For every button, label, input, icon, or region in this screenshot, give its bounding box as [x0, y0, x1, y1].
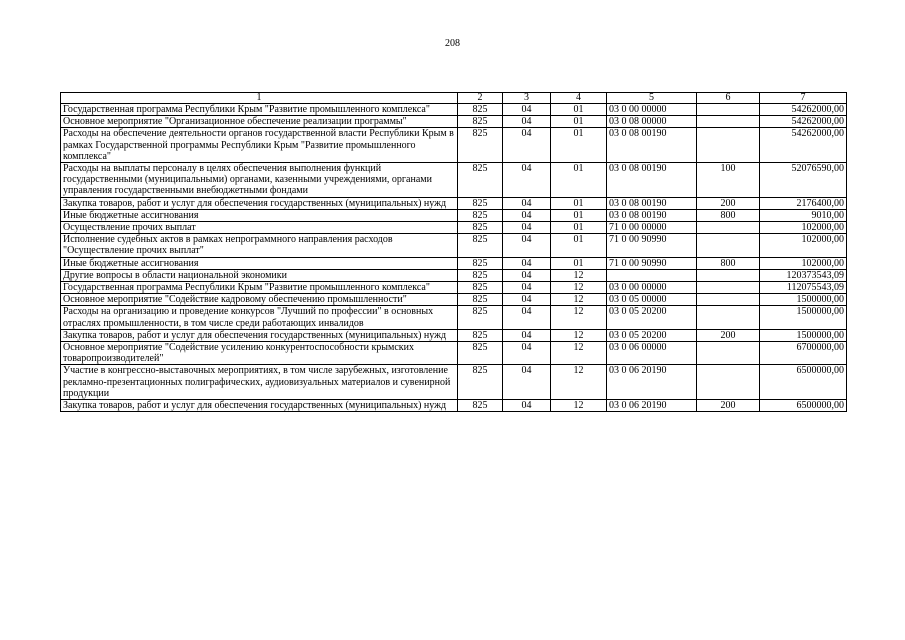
subsection-code-cell: 12	[551, 294, 607, 306]
target-article-cell: 71 0 00 00000	[607, 222, 697, 234]
target-article-cell	[607, 269, 697, 281]
department-code-cell: 825	[458, 116, 503, 128]
table-row	[61, 269, 847, 281]
expense-type-cell	[697, 365, 760, 400]
expense-type-cell	[697, 104, 760, 116]
target-article-cell: 03 0 08 00190	[607, 163, 697, 198]
expense-type-cell: 200	[697, 400, 760, 412]
expense-type-cell	[697, 128, 760, 163]
target-article-cell: 71 0 00 90990	[607, 257, 697, 269]
section-code-cell: 04	[503, 197, 551, 209]
item-name-cell: Закупка товаров, работ и услуг для обеспечения государственных (муниципальных) нужд	[61, 197, 458, 209]
table-row	[61, 234, 847, 257]
item-name-cell: Основное мероприятие "Содействие кадровому обеспечению промышленности"	[61, 294, 458, 306]
table-row	[61, 329, 847, 341]
target-article-cell: 03 0 00 00000	[607, 104, 697, 116]
table-row	[61, 128, 847, 163]
amount-cell: 102000,00	[760, 222, 847, 234]
item-name-cell: Основное мероприятие "Организационное обеспечение реализации программы"	[61, 116, 458, 128]
subsection-code-cell: 12	[551, 269, 607, 281]
budget-table	[60, 92, 847, 412]
amount-cell: 1500000,00	[760, 329, 847, 341]
subsection-code-cell: 01	[551, 197, 607, 209]
section-code-cell: 04	[503, 234, 551, 257]
target-article-cell: 03 0 08 00190	[607, 209, 697, 221]
department-code-cell: 825	[458, 104, 503, 116]
subsection-code-cell: 01	[551, 104, 607, 116]
column-header: 2	[458, 93, 503, 104]
table-row	[61, 104, 847, 116]
item-name-cell: Иные бюджетные ассигнования	[61, 209, 458, 221]
table-row	[61, 197, 847, 209]
target-article-cell: 03 0 00 00000	[607, 282, 697, 294]
subsection-code-cell: 12	[551, 342, 607, 365]
department-code-cell: 825	[458, 234, 503, 257]
section-code-cell: 04	[503, 104, 551, 116]
department-code-cell: 825	[458, 294, 503, 306]
department-code-cell: 825	[458, 329, 503, 341]
table-row	[61, 116, 847, 128]
section-code-cell: 04	[503, 222, 551, 234]
department-code-cell: 825	[458, 222, 503, 234]
target-article-cell: 03 0 08 00000	[607, 116, 697, 128]
table-row	[61, 306, 847, 329]
column-header: 4	[551, 93, 607, 104]
amount-cell: 6500000,00	[760, 400, 847, 412]
department-code-cell: 825	[458, 197, 503, 209]
item-name-cell: Иные бюджетные ассигнования	[61, 257, 458, 269]
section-code-cell: 04	[503, 329, 551, 341]
amount-cell: 102000,00	[760, 234, 847, 257]
subsection-code-cell: 12	[551, 400, 607, 412]
expense-type-cell	[697, 306, 760, 329]
expense-type-cell	[697, 234, 760, 257]
section-code-cell: 04	[503, 128, 551, 163]
amount-cell: 6500000,00	[760, 365, 847, 400]
amount-cell: 1500000,00	[760, 306, 847, 329]
item-name-cell: Расходы на организацию и проведение конкурсов "Лучший по профессии" в основных отраслях промышленности, в том числе среди работающих инвалидов	[61, 306, 458, 329]
expense-type-cell	[697, 269, 760, 281]
subsection-code-cell: 12	[551, 365, 607, 400]
section-code-cell: 04	[503, 257, 551, 269]
item-name-cell: Государственная программа Республики Крым "Развитие промышленного комплекса"	[61, 282, 458, 294]
section-code-cell: 04	[503, 306, 551, 329]
department-code-cell: 825	[458, 365, 503, 400]
section-code-cell: 04	[503, 163, 551, 198]
amount-cell: 52076590,00	[760, 163, 847, 198]
table-row	[61, 294, 847, 306]
amount-cell: 54262000,00	[760, 104, 847, 116]
item-name-cell: Государственная программа Республики Крым "Развитие промышленного комплекса"	[61, 104, 458, 116]
target-article-cell: 03 0 05 20200	[607, 306, 697, 329]
amount-cell: 9010,00	[760, 209, 847, 221]
expense-type-cell: 200	[697, 329, 760, 341]
table-row	[61, 400, 847, 412]
item-name-cell: Закупка товаров, работ и услуг для обеспечения государственных (муниципальных) нужд	[61, 400, 458, 412]
subsection-code-cell: 12	[551, 282, 607, 294]
table-row	[61, 209, 847, 221]
table-row	[61, 222, 847, 234]
department-code-cell: 825	[458, 400, 503, 412]
column-header: 5	[607, 93, 697, 104]
item-name-cell: Участие в конгрессно-выставочных мероприятиях, в том числе зарубежных, изготовление рекламно-презентационных полиграфических, аудиовизуальных материалов и сувенирной продукции	[61, 365, 458, 400]
expense-type-cell	[697, 342, 760, 365]
target-article-cell: 03 0 08 00190	[607, 197, 697, 209]
subsection-code-cell: 01	[551, 128, 607, 163]
department-code-cell: 825	[458, 209, 503, 221]
section-code-cell: 04	[503, 400, 551, 412]
amount-cell: 54262000,00	[760, 116, 847, 128]
item-name-cell: Исполнение судебных актов в рамках непрограммного направления расходов "Осуществление прочих выплат"	[61, 234, 458, 257]
department-code-cell: 825	[458, 163, 503, 198]
expense-type-cell: 100	[697, 163, 760, 198]
target-article-cell: 71 0 00 90990	[607, 234, 697, 257]
column-header: 1	[61, 93, 458, 104]
subsection-code-cell: 01	[551, 116, 607, 128]
item-name-cell: Расходы на обеспечение деятельности органов государственной власти Республики Крым в рамках Государственной программы Республики Крым "Развитие промышленного комплекса"	[61, 128, 458, 163]
table-row	[61, 282, 847, 294]
item-name-cell: Расходы на выплаты персоналу в целях обеспечения выполнения функций государственными (муниципальными) органами, казенными учреждениями, органами управления государственными внебюджетными фондами	[61, 163, 458, 198]
subsection-code-cell: 01	[551, 163, 607, 198]
item-name-cell: Основное мероприятие "Содействие усилению конкурентоспособности крымских товаропроизводителей"	[61, 342, 458, 365]
section-code-cell: 04	[503, 294, 551, 306]
expense-type-cell: 200	[697, 197, 760, 209]
section-code-cell: 04	[503, 365, 551, 400]
subsection-code-cell: 01	[551, 209, 607, 221]
table-row	[61, 257, 847, 269]
table-row	[61, 163, 847, 198]
department-code-cell: 825	[458, 282, 503, 294]
target-article-cell: 03 0 06 20190	[607, 365, 697, 400]
section-code-cell: 04	[503, 282, 551, 294]
expense-type-cell	[697, 294, 760, 306]
column-header: 7	[760, 93, 847, 104]
column-header: 6	[697, 93, 760, 104]
item-name-cell: Другие вопросы в области национальной экономики	[61, 269, 458, 281]
item-name-cell: Закупка товаров, работ и услуг для обеспечения государственных (муниципальных) нужд	[61, 329, 458, 341]
section-code-cell: 04	[503, 269, 551, 281]
target-article-cell: 03 0 05 20200	[607, 329, 697, 341]
section-code-cell: 04	[503, 209, 551, 221]
amount-cell: 112075543,09	[760, 282, 847, 294]
table-row	[61, 342, 847, 365]
amount-cell: 2176400,00	[760, 197, 847, 209]
department-code-cell: 825	[458, 342, 503, 365]
subsection-code-cell: 01	[551, 257, 607, 269]
section-code-cell: 04	[503, 342, 551, 365]
expense-type-cell: 800	[697, 257, 760, 269]
subsection-code-cell: 01	[551, 234, 607, 257]
department-code-cell: 825	[458, 257, 503, 269]
department-code-cell: 825	[458, 269, 503, 281]
department-code-cell: 825	[458, 306, 503, 329]
amount-cell: 54262000,00	[760, 128, 847, 163]
department-code-cell: 825	[458, 128, 503, 163]
subsection-code-cell: 12	[551, 329, 607, 341]
amount-cell: 1500000,00	[760, 294, 847, 306]
subsection-code-cell: 01	[551, 222, 607, 234]
expense-type-cell	[697, 282, 760, 294]
amount-cell: 102000,00	[760, 257, 847, 269]
target-article-cell: 03 0 05 00000	[607, 294, 697, 306]
amount-cell: 6700000,00	[760, 342, 847, 365]
item-name-cell: Осуществление прочих выплат	[61, 222, 458, 234]
expense-type-cell: 800	[697, 209, 760, 221]
page-number: 208	[445, 38, 460, 49]
amount-cell: 120373543,09	[760, 269, 847, 281]
column-header: 3	[503, 93, 551, 104]
target-article-cell: 03 0 06 00000	[607, 342, 697, 365]
table-header-row	[61, 93, 847, 104]
target-article-cell: 03 0 06 20190	[607, 400, 697, 412]
subsection-code-cell: 12	[551, 306, 607, 329]
expense-type-cell	[697, 116, 760, 128]
expense-type-cell	[697, 222, 760, 234]
section-code-cell: 04	[503, 116, 551, 128]
table-row	[61, 365, 847, 400]
target-article-cell: 03 0 08 00190	[607, 128, 697, 163]
